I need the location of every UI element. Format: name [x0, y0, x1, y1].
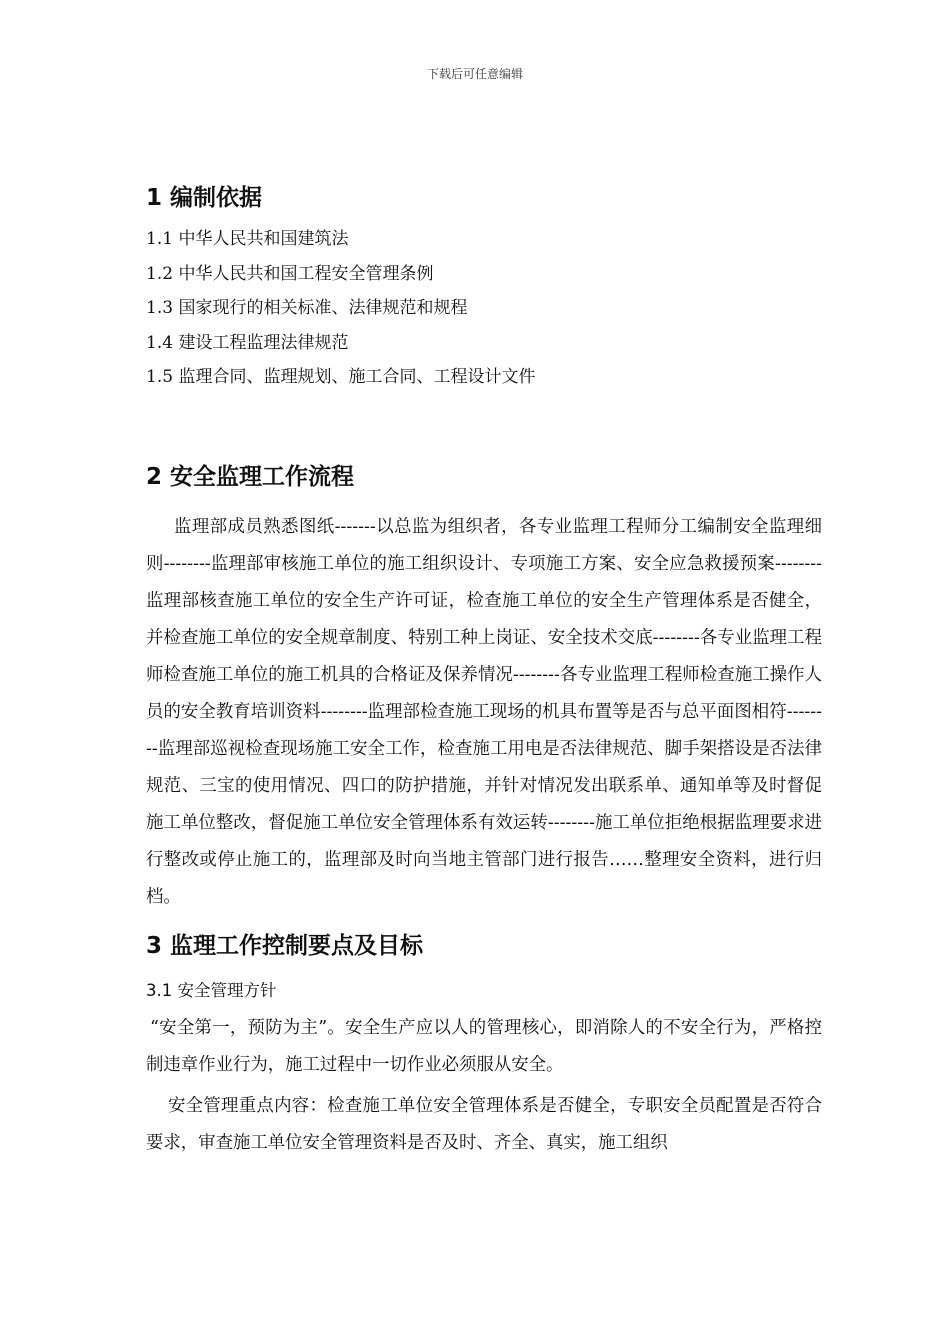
section-heading-2: 2 安全监理工作流程 — [146, 463, 355, 490]
subsection-heading-3-1: 3.1 安全管理方针 — [146, 980, 277, 1000]
workflow-paragraph: 监理部成员熟悉图纸-------以总监为组织者，各专业监理工程师分工编制安全监理细则--------监理部审核施工单位的施工组织设计、专项施工方案、安全应急救援预案--------监理部核查施工单位的安全生产许可证，检查施工单位的安全生产管理体系是否健全，并检查施工单位的安全规章制度、特别工种上岗证、安全技术交底--------各专业监理工程师检查施工单位的施工机具的合格证及保养情况--------各专业监理工程师检查施工操作人员的安全教育培训资料--------监理部检查施工现场的机具布置等是否与总平面图相符--------监理部巡视检查现场施工安全工作，检查施工用电是否法律规范、脚手架搭设是否法律规范、三宝的使用情况、四口的防护措施，并针对情况发出联系单、通知单等及时督促施工单位整改，督促施工单位安全管理体系有效运转--------施工单位拒绝根据监理要求进行整改或停止施工的，监理部及时向当地主管部门进行报告……整理安全资料，进行归档。 — [146, 516, 822, 907]
section-heading-3: 3 监理工作控制要点及目标 — [146, 932, 424, 959]
list-item: 1.2 中华人民共和国工程安全管理条例 — [146, 263, 434, 284]
document-body — [146, 178, 822, 1162]
list-item: 1.5 监理合同、监理规划、施工合同、工程设计文件 — [146, 367, 536, 387]
list-item: 1.3 国家现行的相关标准、法律规范和规程 — [146, 298, 468, 318]
list-item: 1.4 建设工程监理法律规范 — [146, 332, 349, 353]
policy-paragraph: “安全第一，预防为主”。安全生产应以人的管理核心，即消除人的不安全行为，严格控制违章作业行为，施工过程中一切作业必须服从安全。 — [146, 1017, 822, 1075]
section-heading-1: 1 编制依据 — [146, 185, 263, 211]
key-content-paragraph: 安全管理重点内容：检查施工单位安全管理体系是否健全，专职安全员配置是否符合要求，审查施工单位安全管理资料是否及时、齐全、真实，施工组织 — [146, 1095, 822, 1153]
page-header: 下载后可任意编辑 — [426, 67, 523, 81]
list-item: 1.1 中华人民共和国建筑法 — [146, 229, 349, 249]
basis-list — [146, 222, 822, 395]
